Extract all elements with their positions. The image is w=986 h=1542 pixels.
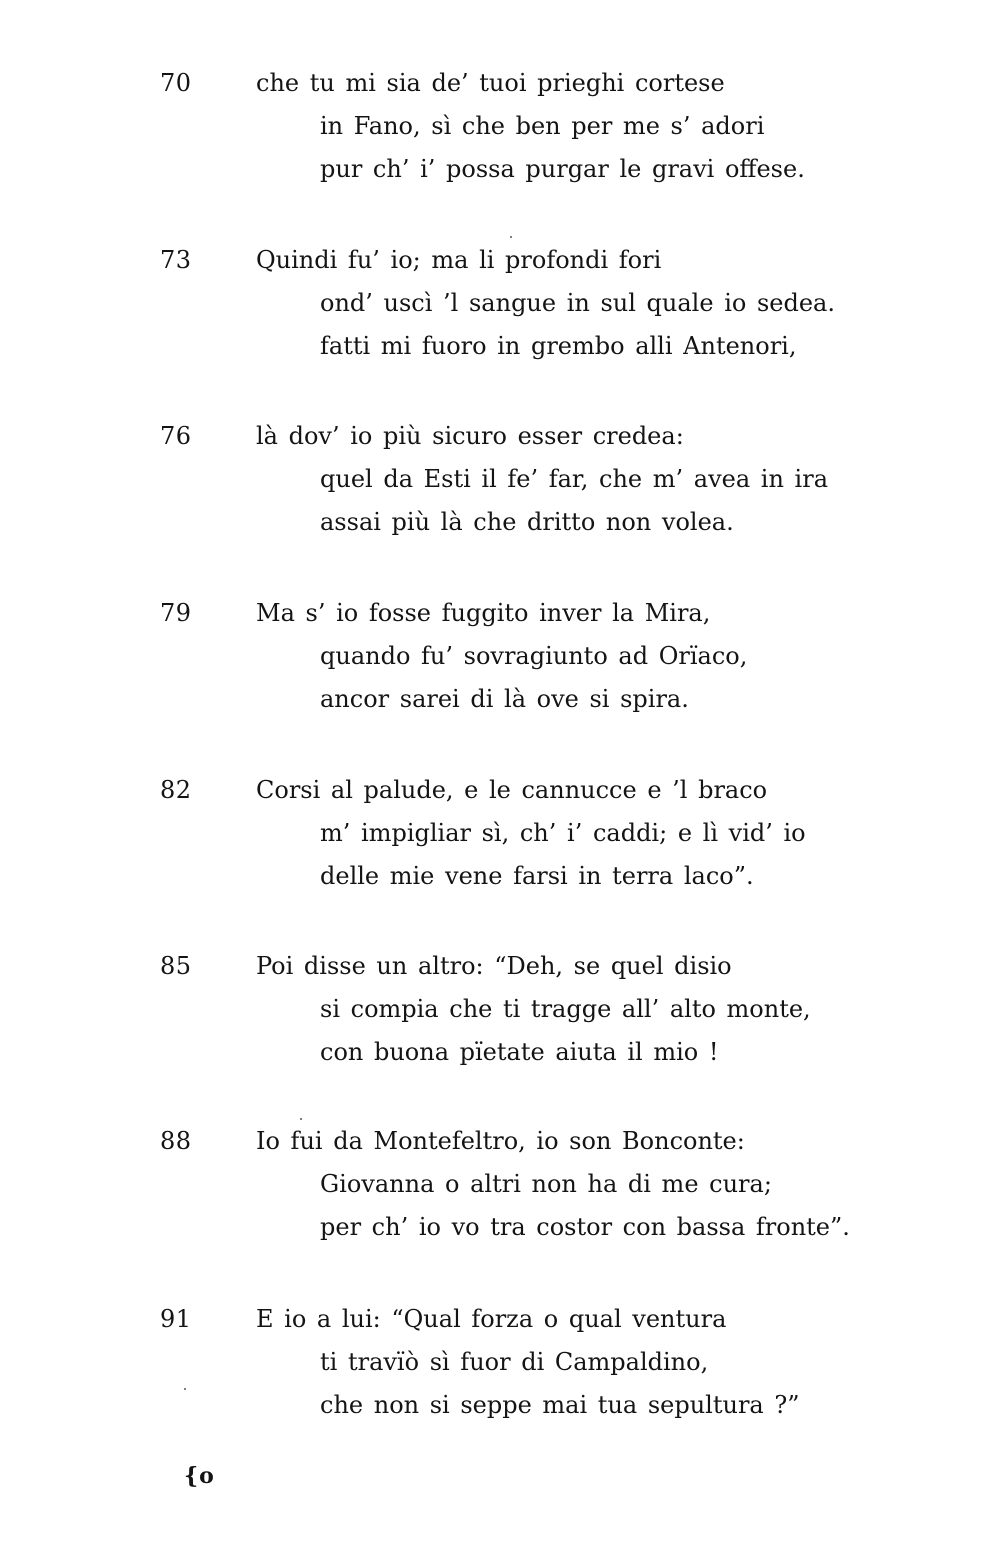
verse-line: quel da Esti il fe’ far, che m’ avea in ira bbox=[320, 465, 828, 493]
print-speck bbox=[300, 1118, 302, 1120]
verse-line: là dov’ io più sicuro esser credea: bbox=[256, 422, 684, 450]
verse-line: Corsi al palude, e le cannucce e ’l braco bbox=[256, 776, 768, 804]
verse-line: ti travïò sì fuor di Campaldino, bbox=[320, 1348, 709, 1376]
tercet-85 bbox=[0, 952, 986, 1092]
verse-number: 88 bbox=[160, 1127, 192, 1155]
verse-line: Poi disse un altro: “Deh, se quel disio bbox=[256, 952, 732, 980]
printer-signature-mark: {o bbox=[184, 1463, 215, 1489]
verse-line: per ch’ io vo tra costor con bassa fronte”. bbox=[320, 1213, 850, 1241]
verse-line: quando fu’ sovragiunto ad Orïaco, bbox=[320, 642, 748, 670]
tercet-70 bbox=[0, 69, 986, 209]
verse-line: ancor sarei di là ove si spira. bbox=[320, 685, 689, 713]
print-speck bbox=[184, 1388, 186, 1390]
verse-line: Io fui da Montefeltro, io son Bonconte: bbox=[256, 1127, 745, 1155]
verse-line: che tu mi sia de’ tuoi prieghi cortese bbox=[256, 69, 725, 97]
verse-line: Ma s’ io fosse fuggito inver la Mira, bbox=[256, 599, 711, 627]
verse-number: 79 bbox=[160, 599, 192, 627]
verse-number: 85 bbox=[160, 952, 192, 980]
verse-line: pur ch’ i’ possa purgar le gravi offese. bbox=[320, 155, 805, 183]
verse-line: con buona pïetate aiuta il mio ! bbox=[320, 1038, 719, 1066]
verse-line: Quindi fu’ io; ma li profondi fori bbox=[256, 246, 662, 274]
tercet-73 bbox=[0, 246, 986, 386]
print-speck bbox=[510, 236, 512, 238]
verse-line: m’ impigliar sì, ch’ i’ caddi; e lì vid’ io bbox=[320, 819, 806, 847]
tercet-88 bbox=[0, 1127, 986, 1267]
verse-number: 82 bbox=[160, 776, 192, 804]
tercet-79 bbox=[0, 599, 986, 739]
verse-line: fatti mi fuoro in grembo alli Antenori, bbox=[320, 332, 797, 360]
verse-line: delle mie vene farsi in terra laco”. bbox=[320, 862, 754, 890]
verse-line: assai più là che dritto non volea. bbox=[320, 508, 734, 536]
verse-number: 70 bbox=[160, 69, 192, 97]
verse-number: 76 bbox=[160, 422, 192, 450]
verse-number: 91 bbox=[160, 1305, 192, 1333]
verse-line: ond’ uscì ’l sangue in sul quale io sedea. bbox=[320, 289, 835, 317]
tercet-76 bbox=[0, 422, 986, 562]
verse-line: Giovanna o altri non ha di me cura; bbox=[320, 1170, 772, 1198]
verse-line: si compia che ti tragge all’ alto monte, bbox=[320, 995, 811, 1023]
tercet-82 bbox=[0, 776, 986, 916]
verse-line: in Fano, sì che ben per me s’ adori bbox=[320, 112, 765, 140]
tercet-91 bbox=[0, 1305, 986, 1445]
verse-number: 73 bbox=[160, 246, 192, 274]
verse-line: E io a lui: “Qual forza o qual ventura bbox=[256, 1305, 727, 1333]
verse-line: che non si seppe mai tua sepultura ?” bbox=[320, 1391, 800, 1419]
